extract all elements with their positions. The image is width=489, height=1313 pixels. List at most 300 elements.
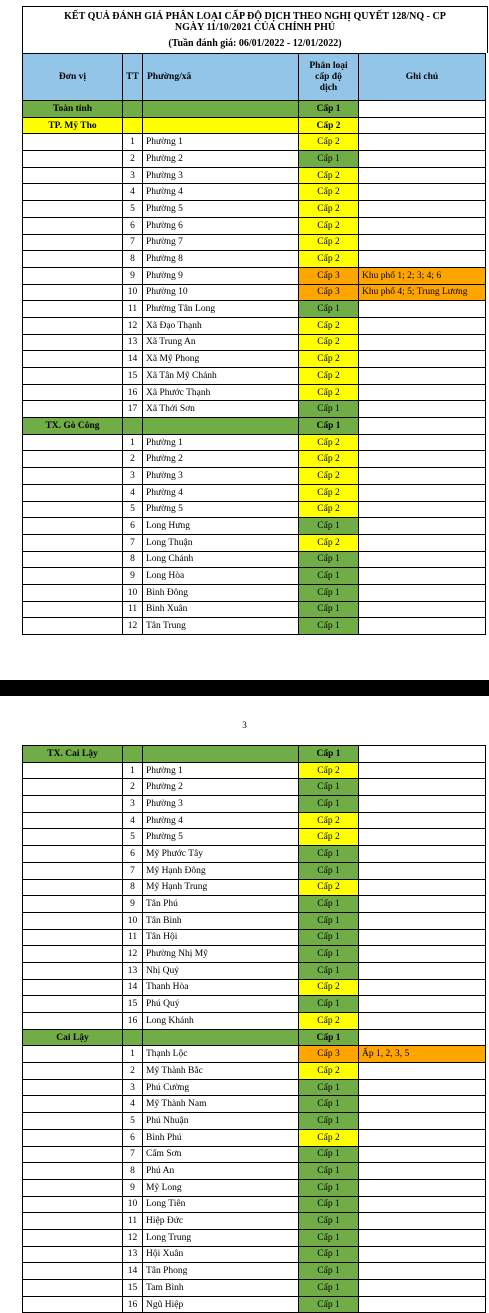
unit-cell <box>23 501 123 518</box>
table-row <box>23 618 486 635</box>
note-cell <box>359 184 486 201</box>
unit-cell <box>23 1013 123 1030</box>
ward-cell: Long Thuận <box>143 534 299 551</box>
table-row <box>23 929 486 946</box>
note-cell <box>359 796 486 813</box>
ward-cell: Mỹ Thành Nam <box>143 1096 299 1113</box>
table-row <box>23 501 486 518</box>
ward-cell: Xã Mỹ Phong <box>143 351 299 368</box>
tt-cell <box>123 1029 143 1046</box>
ward-cell: Phường 5 <box>143 201 299 218</box>
note-cell <box>359 234 486 251</box>
tt-cell: 16 <box>123 1296 143 1313</box>
ward-cell: Phường 4 <box>143 184 299 201</box>
tt-cell: 5 <box>123 501 143 518</box>
unit-cell <box>23 1113 123 1130</box>
note-cell <box>359 568 486 585</box>
level-cell: Cấp 3 <box>299 267 359 284</box>
note-cell <box>359 1063 486 1080</box>
unit-cell <box>23 846 123 863</box>
classification-table-2 <box>22 745 486 1313</box>
note-cell <box>359 1246 486 1263</box>
level-cell: Cấp 2 <box>299 317 359 334</box>
ward-cell: Tân Phong <box>143 1263 299 1280</box>
ward-cell: Phường 6 <box>143 217 299 234</box>
level-cell: Cấp 1 <box>299 1263 359 1280</box>
level-cell: Cấp 2 <box>299 384 359 401</box>
tt-cell: 4 <box>123 1096 143 1113</box>
note-cell <box>359 1163 486 1180</box>
note-cell <box>359 618 486 635</box>
level-cell: Cấp 3 <box>299 1046 359 1063</box>
tt-cell: 9 <box>123 1179 143 1196</box>
note-cell <box>359 384 486 401</box>
tt-cell: 8 <box>123 251 143 268</box>
note-cell <box>359 879 486 896</box>
ward-cell: Phường 3 <box>143 796 299 813</box>
tt-cell: 7 <box>123 1146 143 1163</box>
level-cell: Cấp 1 <box>299 618 359 635</box>
tt-cell: 11 <box>123 1213 143 1230</box>
note-cell <box>359 1179 486 1196</box>
table-row <box>23 534 486 551</box>
table-body-1 <box>23 101 486 635</box>
tt-cell <box>123 418 143 435</box>
level-cell: Cấp 1 <box>299 101 359 118</box>
level-cell: Cấp 2 <box>299 979 359 996</box>
level-cell: Cấp 1 <box>299 1246 359 1263</box>
level-cell: Cấp 2 <box>299 1129 359 1146</box>
unit-cell <box>23 946 123 963</box>
level-cell: Cấp 2 <box>299 484 359 501</box>
table-row <box>23 946 486 963</box>
table-row <box>23 368 486 385</box>
note-cell <box>359 317 486 334</box>
unit-cell <box>23 1163 123 1180</box>
unit-cell <box>23 518 123 535</box>
note-cell: Khu phố 1; 2; 3; 4; 6 <box>359 267 486 284</box>
group-row <box>23 746 486 763</box>
unit-cell <box>23 1263 123 1280</box>
unit-cell <box>23 862 123 879</box>
level-cell: Cấp 1 <box>299 1196 359 1213</box>
ward-cell: Nhị Quý <box>143 962 299 979</box>
table-row <box>23 879 486 896</box>
level-cell: Cấp 1 <box>299 301 359 318</box>
note-cell <box>359 301 486 318</box>
level-cell: Cấp 1 <box>299 151 359 168</box>
unit-cell <box>23 434 123 451</box>
ward-cell: Phường 2 <box>143 779 299 796</box>
note-cell <box>359 746 486 763</box>
ward-cell: Phường 4 <box>143 484 299 501</box>
note-cell <box>359 368 486 385</box>
note-cell <box>359 134 486 151</box>
level-cell: Cấp 1 <box>299 1229 359 1246</box>
tt-cell: 2 <box>123 779 143 796</box>
ward-cell: Xã Phước Thạnh <box>143 384 299 401</box>
unit-cell <box>23 134 123 151</box>
unit-cell <box>23 779 123 796</box>
tt-cell: 10 <box>123 584 143 601</box>
note-cell <box>359 468 486 485</box>
report-subtitle: (Tuần đánh giá: 06/01/2022 - 12/01/2022) <box>168 38 342 49</box>
ward-cell: Long Hòa <box>143 568 299 585</box>
note-cell <box>359 351 486 368</box>
note-cell <box>359 996 486 1013</box>
note-cell <box>359 601 486 618</box>
tt-cell: 10 <box>123 912 143 929</box>
level-cell: Cấp 2 <box>299 829 359 846</box>
note-cell <box>359 334 486 351</box>
table-row <box>23 601 486 618</box>
ward-cell: Mỹ Thành Bắc <box>143 1063 299 1080</box>
level-cell: Cấp 2 <box>299 368 359 385</box>
tt-cell: 14 <box>123 351 143 368</box>
note-cell <box>359 451 486 468</box>
level-cell: Cấp 1 <box>299 996 359 1013</box>
tt-cell: 17 <box>123 401 143 418</box>
unit-cell <box>23 962 123 979</box>
note-cell <box>359 1229 486 1246</box>
note-cell <box>359 418 486 435</box>
table-row <box>23 1296 486 1313</box>
tt-cell: 10 <box>123 1196 143 1213</box>
table-row <box>23 334 486 351</box>
note-cell <box>359 812 486 829</box>
note-cell <box>359 779 486 796</box>
table-row <box>23 1263 486 1280</box>
unit-cell <box>23 1129 123 1146</box>
tt-cell: 1 <box>123 762 143 779</box>
tt-cell: 3 <box>123 796 143 813</box>
ward-cell: Mỹ Phước Tây <box>143 846 299 863</box>
tt-cell: 12 <box>123 618 143 635</box>
tt-cell: 13 <box>123 1246 143 1263</box>
unit-cell <box>23 1063 123 1080</box>
unit-cell <box>23 896 123 913</box>
ward-cell: Phường 9 <box>143 267 299 284</box>
ward-cell: Tân Hội <box>143 929 299 946</box>
ward-cell: Phú An <box>143 1163 299 1180</box>
level-cell: Cấp 1 <box>299 601 359 618</box>
table-row <box>23 1013 486 1030</box>
level-cell: Cấp 2 <box>299 451 359 468</box>
tt-cell: 1 <box>123 1046 143 1063</box>
level-cell: Cấp 2 <box>299 468 359 485</box>
tt-cell: 4 <box>123 484 143 501</box>
note-cell <box>359 584 486 601</box>
tt-cell: 16 <box>123 384 143 401</box>
unit-cell <box>23 1296 123 1313</box>
table-row <box>23 1280 486 1297</box>
tt-cell: 12 <box>123 946 143 963</box>
unit-cell <box>23 368 123 385</box>
ward-cell: Phường 3 <box>143 468 299 485</box>
table-row <box>23 912 486 929</box>
level-cell: Cấp 2 <box>299 501 359 518</box>
unit-cell <box>23 234 123 251</box>
ward-cell: Long Chánh <box>143 551 299 568</box>
table-row <box>23 551 486 568</box>
level-cell: Cấp 3 <box>299 284 359 301</box>
ward-cell: Phú Quý <box>143 996 299 1013</box>
unit-cell <box>23 1229 123 1246</box>
unit-cell <box>23 568 123 585</box>
unit-cell <box>23 167 123 184</box>
page-number: 3 <box>242 720 247 730</box>
unit-cell <box>23 317 123 334</box>
level-cell: Cấp 2 <box>299 351 359 368</box>
level-cell: Cấp 2 <box>299 251 359 268</box>
unit-cell <box>23 284 123 301</box>
table-row <box>23 434 486 451</box>
note-cell <box>359 1113 486 1130</box>
tt-cell: 8 <box>123 879 143 896</box>
table-row <box>23 846 486 863</box>
note-cell <box>359 251 486 268</box>
tt-cell: 6 <box>123 518 143 535</box>
level-cell: Cấp 1 <box>299 1146 359 1163</box>
table-row <box>23 1163 486 1180</box>
level-cell: Cấp 2 <box>299 434 359 451</box>
ward-cell: Phường 10 <box>143 284 299 301</box>
level-cell: Cấp 1 <box>299 1163 359 1180</box>
unit-cell <box>23 351 123 368</box>
tt-cell: 5 <box>123 829 143 846</box>
ward-cell: Mỹ Long <box>143 1179 299 1196</box>
table-row <box>23 451 486 468</box>
level-cell: Cấp 1 <box>299 1213 359 1230</box>
ward-cell: Phường Nhị Mỹ <box>143 946 299 963</box>
level-cell: Cấp 2 <box>299 167 359 184</box>
report-header <box>22 6 488 53</box>
level-cell: Cấp 2 <box>299 234 359 251</box>
level-cell: Cấp 1 <box>299 1296 359 1313</box>
table-row <box>23 796 486 813</box>
tt-cell: 7 <box>123 534 143 551</box>
unit-cell: TX. Gò Công <box>23 418 123 435</box>
level-cell: Cấp 1 <box>299 551 359 568</box>
level-cell: Cấp 2 <box>299 1013 359 1030</box>
table-row <box>23 351 486 368</box>
level-cell: Cấp 1 <box>299 584 359 601</box>
level-cell: Cấp 1 <box>299 1029 359 1046</box>
level-cell: Cấp 1 <box>299 401 359 418</box>
note-cell <box>359 151 486 168</box>
unit-cell <box>23 1079 123 1096</box>
unit-cell <box>23 762 123 779</box>
tt-cell: 6 <box>123 217 143 234</box>
ward-cell: Phường 2 <box>143 451 299 468</box>
ward-cell: Tân Bình <box>143 912 299 929</box>
level-cell: Cấp 1 <box>299 796 359 813</box>
table-row <box>23 301 486 318</box>
note-cell <box>359 846 486 863</box>
table-row <box>23 267 486 284</box>
ward-cell: Xã Đạo Thạnh <box>143 317 299 334</box>
tt-cell <box>123 101 143 118</box>
col-level-header-line3: dịch <box>319 82 338 93</box>
level-cell: Cấp 1 <box>299 779 359 796</box>
group-row <box>23 101 486 118</box>
ward-cell <box>143 101 299 118</box>
level-cell: Cấp 2 <box>299 117 359 134</box>
ward-cell: Thạnh Lộc <box>143 1046 299 1063</box>
unit-cell: TX. Cai Lậy <box>23 746 123 763</box>
table-row <box>23 1113 486 1130</box>
table-row <box>23 779 486 796</box>
ward-cell: Phường 1 <box>143 434 299 451</box>
tt-cell: 15 <box>123 368 143 385</box>
level-cell: Cấp 1 <box>299 418 359 435</box>
tt-cell: 9 <box>123 568 143 585</box>
level-cell: Cấp 1 <box>299 1280 359 1297</box>
table-row <box>23 217 486 234</box>
unit-cell <box>23 584 123 601</box>
tt-cell <box>123 746 143 763</box>
ward-cell: Phường 1 <box>143 134 299 151</box>
note-cell <box>359 912 486 929</box>
tt-cell: 16 <box>123 1013 143 1030</box>
unit-cell <box>23 1179 123 1196</box>
ward-cell: Phú Cường <box>143 1079 299 1096</box>
tt-cell: 6 <box>123 846 143 863</box>
report-page-2 <box>22 745 488 1313</box>
col-level-header-line2: cấp độ <box>315 71 342 82</box>
level-cell: Cấp 2 <box>299 879 359 896</box>
level-cell: Cấp 1 <box>299 846 359 863</box>
table-row <box>23 962 486 979</box>
table-row <box>23 234 486 251</box>
note-cell <box>359 1029 486 1046</box>
tt-cell: 8 <box>123 1163 143 1180</box>
tt-cell: 12 <box>123 317 143 334</box>
tt-cell: 14 <box>123 1263 143 1280</box>
unit-cell <box>23 401 123 418</box>
tt-cell: 10 <box>123 284 143 301</box>
group-row <box>23 117 486 134</box>
col-tt-header: TT <box>123 54 143 101</box>
level-cell: Cấp 1 <box>299 518 359 535</box>
table-row <box>23 1229 486 1246</box>
tt-cell: 5 <box>123 201 143 218</box>
unit-cell <box>23 551 123 568</box>
unit-cell <box>23 912 123 929</box>
table-row <box>23 134 486 151</box>
table-row <box>23 1246 486 1263</box>
note-cell <box>359 1213 486 1230</box>
unit-cell <box>23 451 123 468</box>
note-cell <box>359 201 486 218</box>
unit-cell <box>23 601 123 618</box>
note-cell: Ấp 1, 2, 3, 5 <box>359 1046 486 1063</box>
report-page-1 <box>22 6 488 635</box>
ward-cell: Bình Phú <box>143 1129 299 1146</box>
table-row <box>23 1129 486 1146</box>
tt-cell: 6 <box>123 1129 143 1146</box>
level-cell: Cấp 1 <box>299 929 359 946</box>
unit-cell <box>23 1213 123 1230</box>
ward-cell <box>143 746 299 763</box>
table-row <box>23 862 486 879</box>
unit-cell <box>23 1046 123 1063</box>
table-row <box>23 1146 486 1163</box>
table-header-row <box>23 54 486 101</box>
tt-cell: 1 <box>123 434 143 451</box>
table-row <box>23 284 486 301</box>
level-cell: Cấp 1 <box>299 912 359 929</box>
unit-cell <box>23 929 123 946</box>
ward-cell: Phú Nhuận <box>143 1113 299 1130</box>
unit-cell <box>23 1096 123 1113</box>
ward-cell <box>143 117 299 134</box>
report-title-line2: NGÀY 11/10/2021 CỦA CHÍNH PHỦ <box>174 22 336 33</box>
ward-cell: Tam Bình <box>143 1280 299 1297</box>
note-cell <box>359 1129 486 1146</box>
ward-cell: Long Trung <box>143 1229 299 1246</box>
col-unit-header: Đơn vị <box>23 54 123 101</box>
note-cell <box>359 518 486 535</box>
table-row <box>23 484 486 501</box>
unit-cell: Toàn tỉnh <box>23 101 123 118</box>
ward-cell: Long Tiên <box>143 1196 299 1213</box>
tt-cell: 11 <box>123 301 143 318</box>
unit-cell <box>23 384 123 401</box>
tt-cell: 8 <box>123 551 143 568</box>
unit-cell <box>23 812 123 829</box>
classification-table-1 <box>22 53 486 635</box>
report-title-line1: KẾT QUẢ ĐÁNH GIÁ PHÂN LOẠI CẤP ĐỘ DỊCH THEO NGHỊ QUYẾT 128/NQ - CP <box>64 11 446 22</box>
level-cell: Cấp 1 <box>299 1079 359 1096</box>
unit-cell <box>23 301 123 318</box>
note-cell <box>359 484 486 501</box>
ward-cell: Mỹ Hạnh Trung <box>143 879 299 896</box>
unit-cell <box>23 829 123 846</box>
tt-cell: 4 <box>123 812 143 829</box>
level-cell: Cấp 2 <box>299 201 359 218</box>
table-row <box>23 518 486 535</box>
table-row <box>23 568 486 585</box>
level-cell: Cấp 1 <box>299 862 359 879</box>
note-cell <box>359 1296 486 1313</box>
note-cell <box>359 929 486 946</box>
ward-cell: Xã Thới Sơn <box>143 401 299 418</box>
unit-cell <box>23 979 123 996</box>
level-cell: Cấp 2 <box>299 134 359 151</box>
ward-cell: Mỹ Hạnh Đông <box>143 862 299 879</box>
tt-cell: 7 <box>123 234 143 251</box>
table-row <box>23 251 486 268</box>
ward-cell: Ngũ Hiệp <box>143 1296 299 1313</box>
unit-cell <box>23 996 123 1013</box>
note-cell <box>359 1013 486 1030</box>
ward-cell: Phường 2 <box>143 151 299 168</box>
tt-cell: 3 <box>123 468 143 485</box>
level-cell: Cấp 1 <box>299 946 359 963</box>
note-cell <box>359 534 486 551</box>
ward-cell: Thanh Hòa <box>143 979 299 996</box>
ward-cell: Bình Đông <box>143 584 299 601</box>
table-row <box>23 468 486 485</box>
unit-cell <box>23 1246 123 1263</box>
tt-cell: 3 <box>123 167 143 184</box>
ward-cell: Phường 7 <box>143 234 299 251</box>
note-cell <box>359 434 486 451</box>
table-row <box>23 1046 486 1063</box>
note-cell <box>359 501 486 518</box>
level-cell: Cấp 1 <box>299 962 359 979</box>
